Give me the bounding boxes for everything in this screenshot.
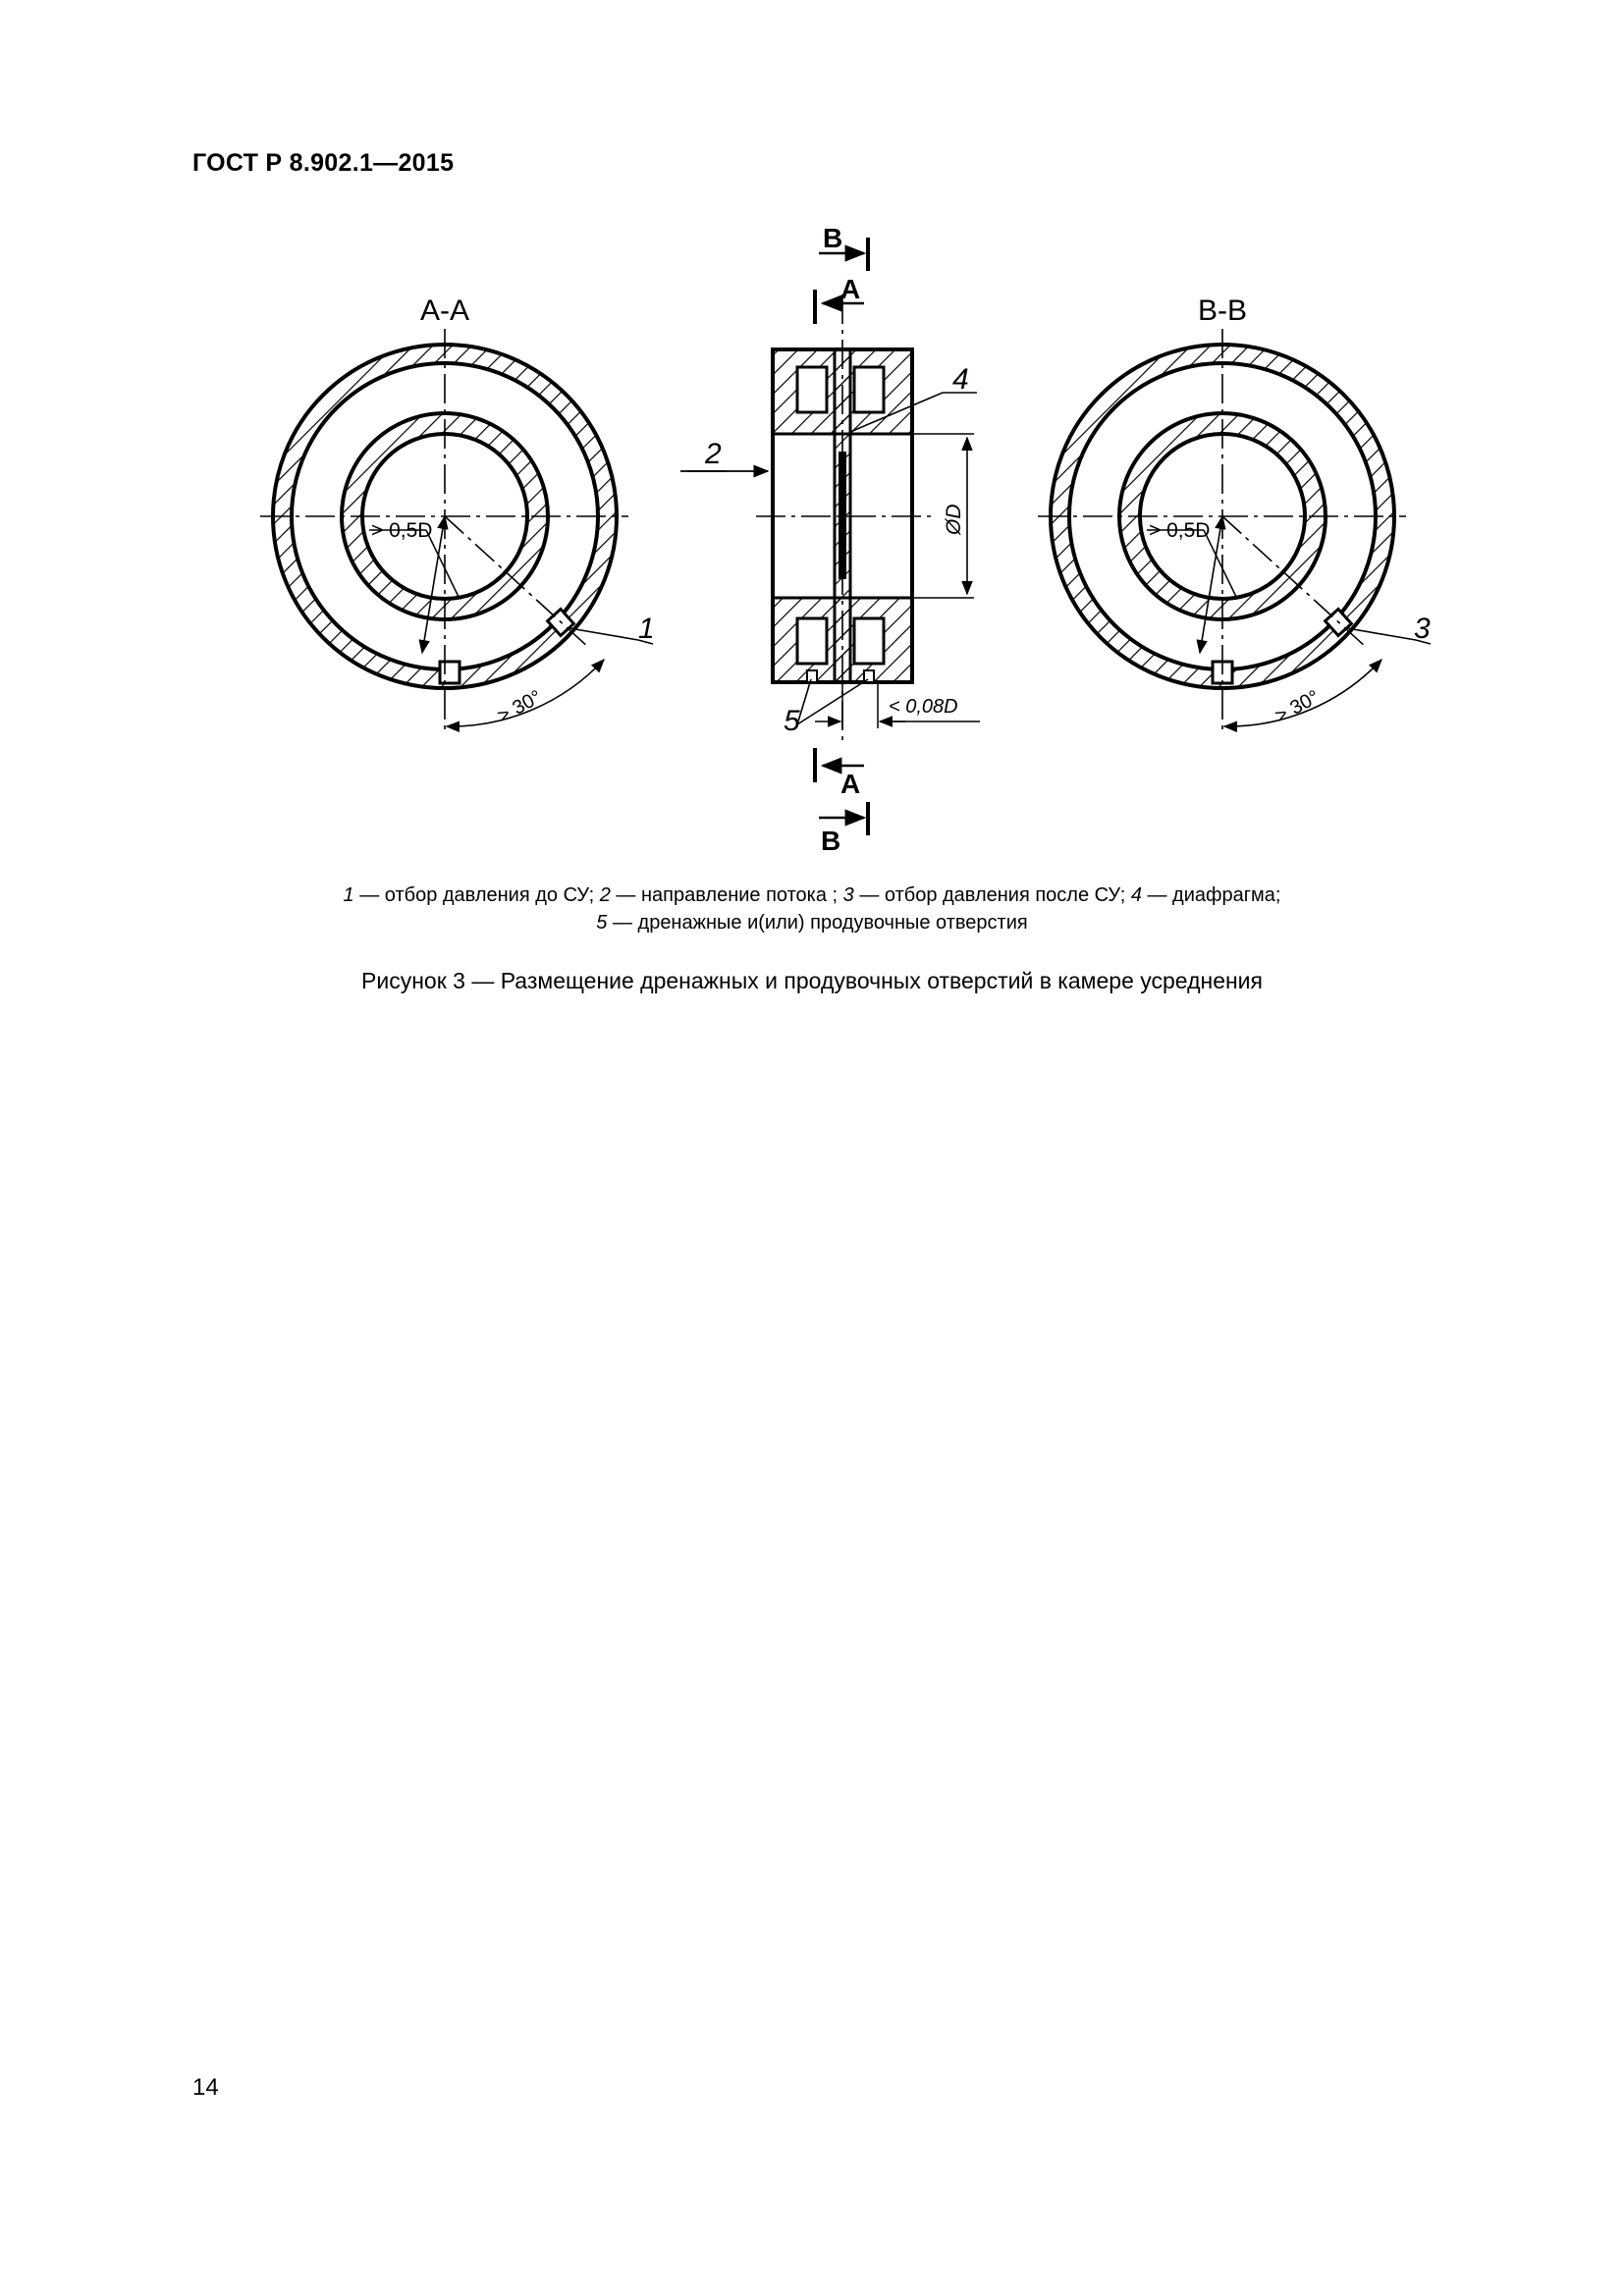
cut-b-top: B [823,223,843,253]
cut-a-bottom: A [840,769,861,799]
section-a-a-title: A-A [419,294,470,327]
section-a-a-view [260,294,655,731]
callout-3: 3 [1414,613,1431,645]
legend-num-2: 2 [599,884,611,906]
dim-angle-a: > 30° [494,686,546,727]
legend-text-2: — направление потока ; [610,884,843,906]
drain-hole-a [440,662,460,683]
dim-gap: < 0,08D [889,696,958,718]
callout-5: 5 [784,705,800,737]
legend-text-3: — отбор давления после СУ; [853,884,1131,906]
dim-half-d-b: > 0,5D [1149,519,1211,542]
section-b-b-view [1038,294,1431,731]
callout-4: 4 [952,363,969,396]
legend-num-5: 5 [596,912,608,934]
dim-diameter: ØD [943,504,965,535]
dim-half-d-a: > 0,5D [371,519,433,542]
callout-2: 2 [705,438,722,470]
cut-b-bottom: B [821,826,841,856]
cut-a-top: A [840,274,861,304]
legend-num-3: 3 [842,884,854,906]
legend-num-4: 4 [1130,884,1142,906]
legend-text-5: — дренажные и(или) продувочные отверстия [607,912,1028,934]
dim-angle-b: > 30° [1272,686,1324,727]
technical-drawing [0,0,1624,864]
figure-legend-line-1 [0,884,1624,907]
document-code-header: ГОСТ Р 8.902.1—2015 [192,149,455,177]
longitudinal-section-view [680,223,980,856]
section-b-b-title: B-B [1197,294,1248,327]
legend-text-4: — диафрагма; [1141,884,1281,906]
legend-num-1: 1 [343,884,354,906]
figure-caption: Рисунок 3 — Размещение дренажных и продувочных отверстий в камере усреднения [361,968,1263,993]
legend-text-1: — отбор давления до СУ; [353,884,600,906]
page-number: 14 [192,2074,219,2101]
figure-legend-line-2 [0,912,1624,934]
callout-1: 1 [638,613,655,645]
